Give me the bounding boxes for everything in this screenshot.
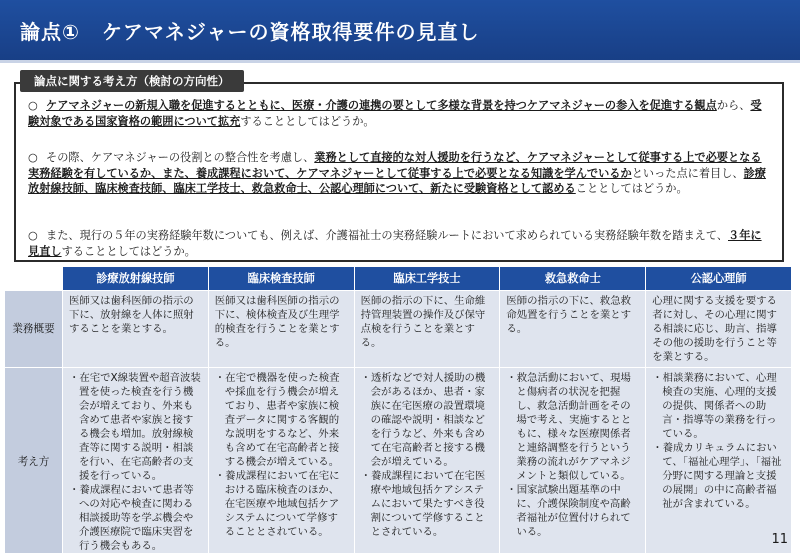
comparison-table	[4, 266, 792, 553]
point-2	[28, 150, 772, 197]
point-text: ケアマネジャーの新規入職を促進するとともに、医療・介護の連携の要として多様な背景を持つケアマネジャーの参入を促進する観点	[46, 99, 717, 112]
table-cell	[354, 368, 500, 553]
table-cell	[646, 368, 792, 553]
table-header-row	[5, 267, 792, 291]
point-text: 受験対象である国家資格の範囲について拡充	[28, 99, 762, 128]
list-item: ・国家試験出題基準の中に、介護保険制度や高齢者福祉が位置付けられている。	[506, 484, 631, 538]
list-item: ・養成課程において在宅における臨床検査のほか、在宅医療や地域包括ケアシステムについて学修することとされている。	[214, 470, 340, 538]
point-text: 診療放射線技師、臨床検査技師、臨床工学技士、救急救命士、公認心理師について、新たに受験資格として認める	[28, 166, 766, 195]
table-cell	[208, 291, 354, 368]
point-text: から、	[716, 99, 751, 112]
table-cell	[646, 291, 792, 368]
point-mark: ○	[28, 151, 38, 164]
list-item: ・在宅でX線装置や超音波装置を使った検査を行う機会が増えており、外来も含めて患者や家族と接する機会も増加。放射線検査等に関する説明・相談を行い、在宅高齢者の支援を行っている。	[69, 372, 201, 482]
cell-text: 心理に関する支援を要する者に対し、その心理に関する相談に応じ、助言、指導その他の援助を行うこと等を業とする。	[652, 295, 777, 363]
column-header: 臨床検査技師	[208, 267, 354, 291]
point-text: 業務として直接的な対人援助を行うなど、ケアマネジャーとして従事する上で必要となる実務経験を有しているか、また、養成課程において、ケアマネジャーとして従事する上で必要となる知識を学んでいるか	[28, 151, 762, 180]
table-cell	[354, 291, 500, 368]
cell-text: 医師又は歯科医師の指示の下に、検体検査及び生理学的検査を行うことを業とする。	[214, 295, 340, 349]
table-row	[5, 291, 792, 368]
point-text: することとしてはどうか。	[61, 244, 196, 258]
title-bar	[0, 0, 800, 60]
points-box	[14, 82, 784, 262]
point-text: といった点に着目し、	[631, 166, 744, 180]
list-item: ・養成課程において患者等への対応や検査に関わる相談援助等を学ぶ機会や介護医療院で臨床実習を行う機会もある。	[69, 484, 194, 552]
table-cell	[63, 368, 209, 553]
column-header: 救急救命士	[500, 267, 646, 291]
point-text: こととしてはどうか。	[575, 182, 688, 195]
list-item: ・在宅で機器を使った検査や採血を行う機会が増えており、患者や家族に検査データに関する客観的な説明をするなど、外来も含めて在宅高齢者と接する機会が増えている。	[214, 372, 340, 468]
table-cell	[63, 291, 209, 368]
cell-text: 医師の指示の下に、生命維持管理装置の操作及び保守点検を行うことを業とする。	[360, 295, 486, 349]
table-corner	[5, 267, 63, 291]
section-label: 論点に関する考え方（検討の方向性）	[20, 70, 244, 92]
row-header: 考え方	[5, 368, 63, 553]
cell-text: 医師の指示の下に、救急救命処置を行うことを業とする。	[506, 295, 632, 335]
column-header: 公認心理師	[646, 267, 792, 291]
list-item: ・養成課程において在宅医療や地域包括ケアシステムにおいて果たすべき役割について学修することとされている。	[360, 470, 486, 538]
page-title: ケアマネジャーの資格取得要件の見直し	[101, 19, 480, 44]
list-item: ・透析などで対人援助の機会があるほか、患者・家族に在宅医療の設置環境の確認や説明・相談などを行うなど、外来も含めて在宅高齢者と接する機会が増えている。	[360, 372, 486, 468]
point-text: また、現行の５年の実務経験年数についても、例えば、介護福祉士の実務経験ルートにおいて求められている実務経験年数を踏まえて、	[46, 229, 728, 242]
point-1	[28, 98, 772, 129]
table-row	[5, 368, 792, 553]
page-number: 11	[771, 532, 788, 547]
column-header: 診療放射線技師	[63, 267, 209, 291]
point-text: その際、ケアマネジャーの役割との整合性を考慮し、	[46, 151, 315, 164]
column-header: 臨床工学技士	[354, 267, 500, 291]
point-mark: ○	[28, 99, 38, 112]
title-underline	[0, 60, 800, 63]
table-cell	[500, 291, 646, 368]
list-item: ・救急活動において、現場と傷病者の状況を把握し、救急活動計画をその場で考え、実施するとともに、様々な医療関係者と連絡調整を行うという業務の流れがケアマネジメントと類似している。	[506, 372, 632, 482]
issue-number: 論点①	[20, 19, 80, 44]
point-text: ３年に見直し	[28, 229, 762, 258]
point-mark: ○	[28, 229, 38, 242]
point-text: することとしてはどうか。	[240, 114, 375, 128]
cell-text: 医師又は歯科医師の指示の下に、放射線を人体に照射することを業とする。	[69, 295, 194, 335]
table-cell	[208, 368, 354, 553]
row-header: 業務概要	[5, 291, 63, 368]
list-item: ・養成カリキュラムにおいて、「福祉心理学」、「福祉分野に関する理論と支援の展開」の中に高齢者福祉が含まれている。	[652, 442, 782, 510]
table-cell	[500, 368, 646, 553]
list-item: ・相談業務において、心理検査の実施、心理的支援の提供、関係者への助言・指導等の業務を行っている。	[652, 372, 777, 440]
point-3	[28, 228, 772, 259]
